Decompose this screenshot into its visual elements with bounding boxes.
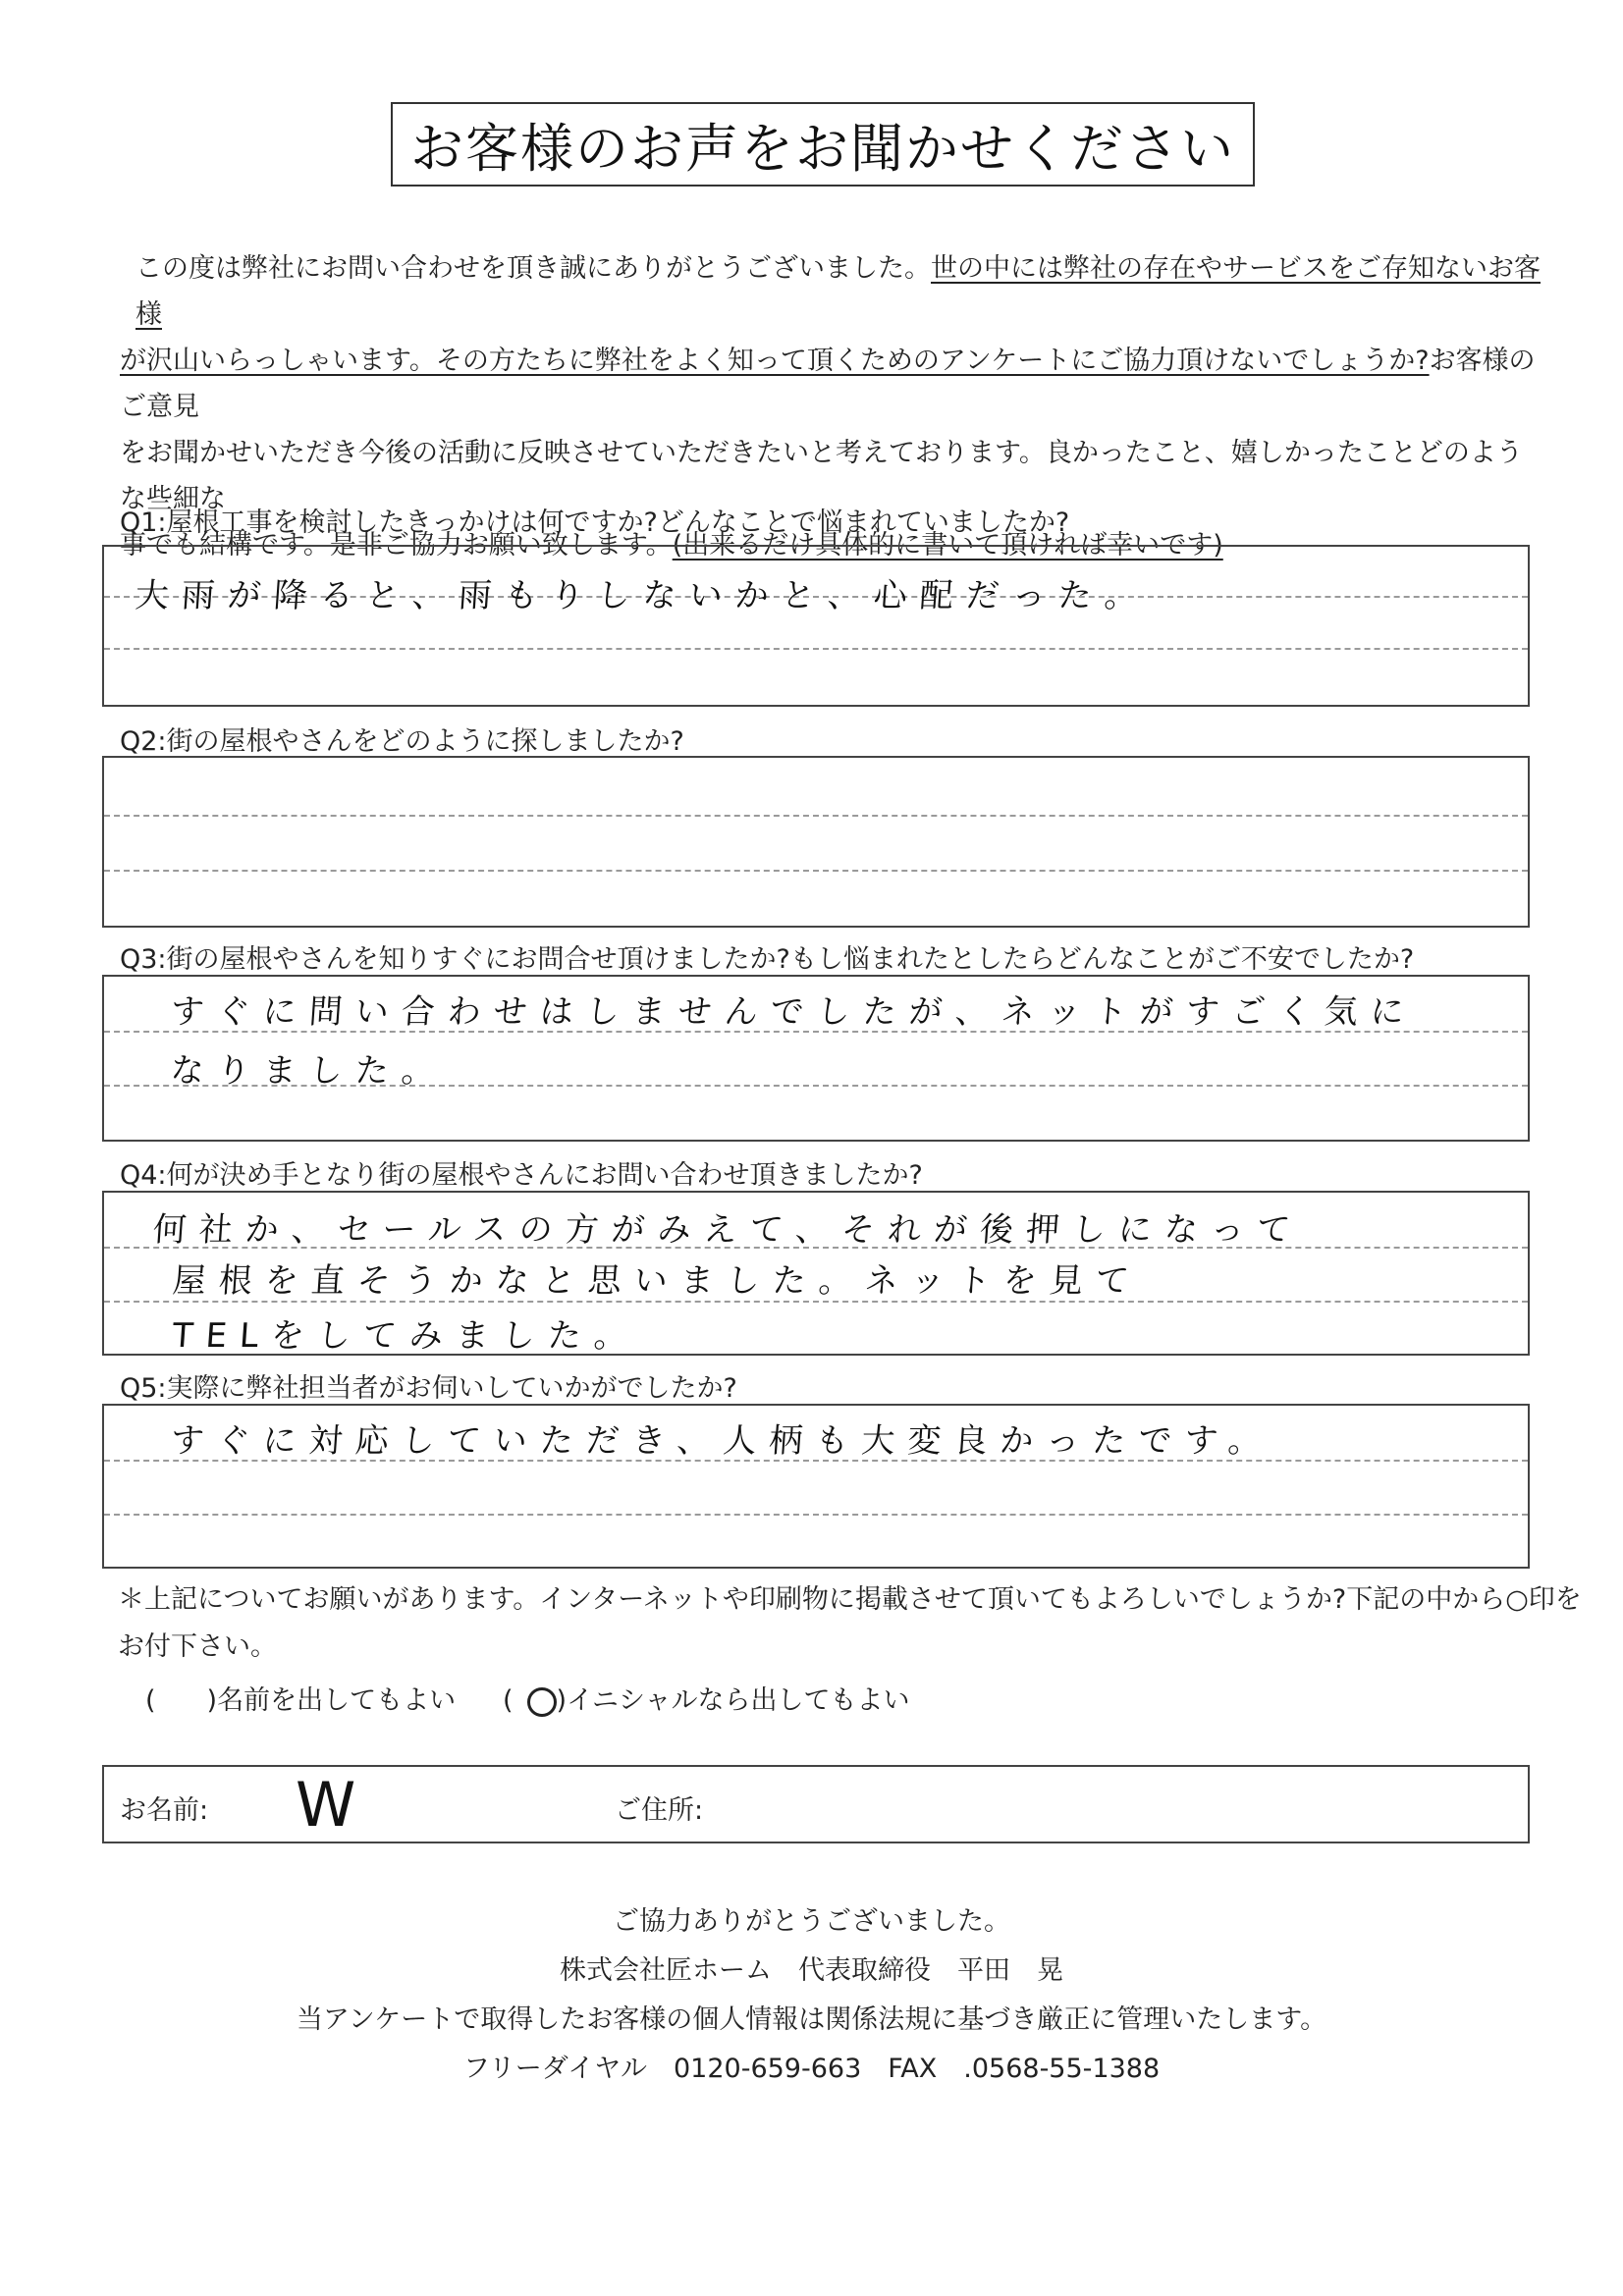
option-initial-paren-close: ) [556,1685,568,1716]
page-title [391,102,1255,187]
answer-4-line-2: 屋根を直そうかなと思いました。ネットを見て [171,1261,1144,1301]
intro-line-2 [120,338,1543,430]
answer-4-line-3: TELをしてみました。 [171,1316,642,1356]
option-name-label: 名前を出してもよい [217,1685,457,1716]
intro-underlined-text: 世の中には弊社の存在やサービスをご存知ないお客様 [135,253,1541,330]
footer-contact: フリーダイヤル 0120-659-663 FAX .0568-55-1388 [462,2054,1161,2084]
question-3-label: Q3:街の屋根やさんを知りすぐにお問合せ頂けましたか?もし悩まれたとしたらどんなことがご不安でしたか? [120,944,1415,975]
footer-thanks: ご協力ありがとうございました。 [613,1906,1010,1937]
intro-text: この度は弊社にお問い合わせを頂き誠にありがとうございました。 [135,253,931,284]
name-address-box [102,1765,1530,1843]
option-initial-paren-open: ( [503,1685,514,1716]
intro-underlined-text: (出来るだけ具体的に書いて頂ければ幸いです) [672,530,1223,561]
selected-circle-mark [527,1687,557,1717]
intro-text: お客様のご意見 [120,346,1536,422]
answer-box-1[interactable] [102,545,1530,707]
name-value[interactable]: W [296,1769,356,1841]
answer-3-line-2: なりました。 [169,1051,450,1091]
question-1-label: Q1:屋根工事を検討したきっかけは何ですか?どんなことで悩まれていましたか? [120,507,1070,538]
intro-line-3: をお聞かせいただき今後の活動に反映させていただきたいと考えております。良かったこと、嬉しかったことどのような些細な [120,438,1523,514]
question-2-label: Q2:街の屋根やさんをどのように探しましたか? [120,726,684,757]
option-name-paren-open: ( [145,1685,156,1716]
question-5-label: Q5:実際に弊社担当者がお伺いしていかがでしたか? [120,1373,737,1404]
option-initial[interactable] [503,1679,909,1717]
footer-company: 株式会社匠ホーム 代表取締役 平田 晃 [560,1955,1063,1986]
option-initial-label: イニシャルなら出してもよい [567,1685,910,1716]
option-name[interactable] [145,1679,456,1717]
intro-line-1 [120,245,1543,338]
name-label: お名前: [120,1795,209,1826]
answer-1-line-1: 大雨が降ると、雨もりしないかと、心配だった。 [134,576,1153,615]
answer-box-3[interactable] [102,975,1530,1142]
consent-note-line-2: お付下さい。 [118,1631,277,1662]
answer-box-5[interactable] [102,1404,1530,1569]
answer-box-2[interactable] [102,756,1530,928]
intro-text: 事でも結構です。是非ご協力お願い致します。 [120,530,673,561]
question-4-label: Q4:何が決め手となり街の屋根やさんにお問い合わせ頂きましたか? [120,1160,923,1191]
answer-box-4[interactable] [102,1191,1530,1356]
intro-underlined-text: が沢山いらっしゃいます。その方たちに弊社をよく知って頂くためのアンケートにご協力頂けないでしょうか? [120,346,1430,376]
answer-4-line-1: 何社か、セールスの方がみえて、それが後押しになって [151,1210,1305,1250]
consent-note-line-1: ＊上記についてお願いがあります。インターネットや印刷物に掲載させて頂いてもよろしいでしょうか?下記の中から○印を [118,1584,1582,1615]
footer-privacy: 当アンケートで取得したお客様の個人情報は関係法規に基づき厳正に管理いたします。 [296,2004,1327,2035]
option-name-paren-close: ) [206,1685,218,1716]
address-label: ご住所: [615,1795,704,1826]
page-title-text: お客様のお声をお聞かせください [410,117,1235,180]
answer-5-line-1: すぐに対応していただき、人柄も大変良かったです。 [169,1421,1276,1461]
answer-3-line-1: すぐに問い合わせはしませんでしたが、ネットがすごく気に [169,992,1419,1032]
